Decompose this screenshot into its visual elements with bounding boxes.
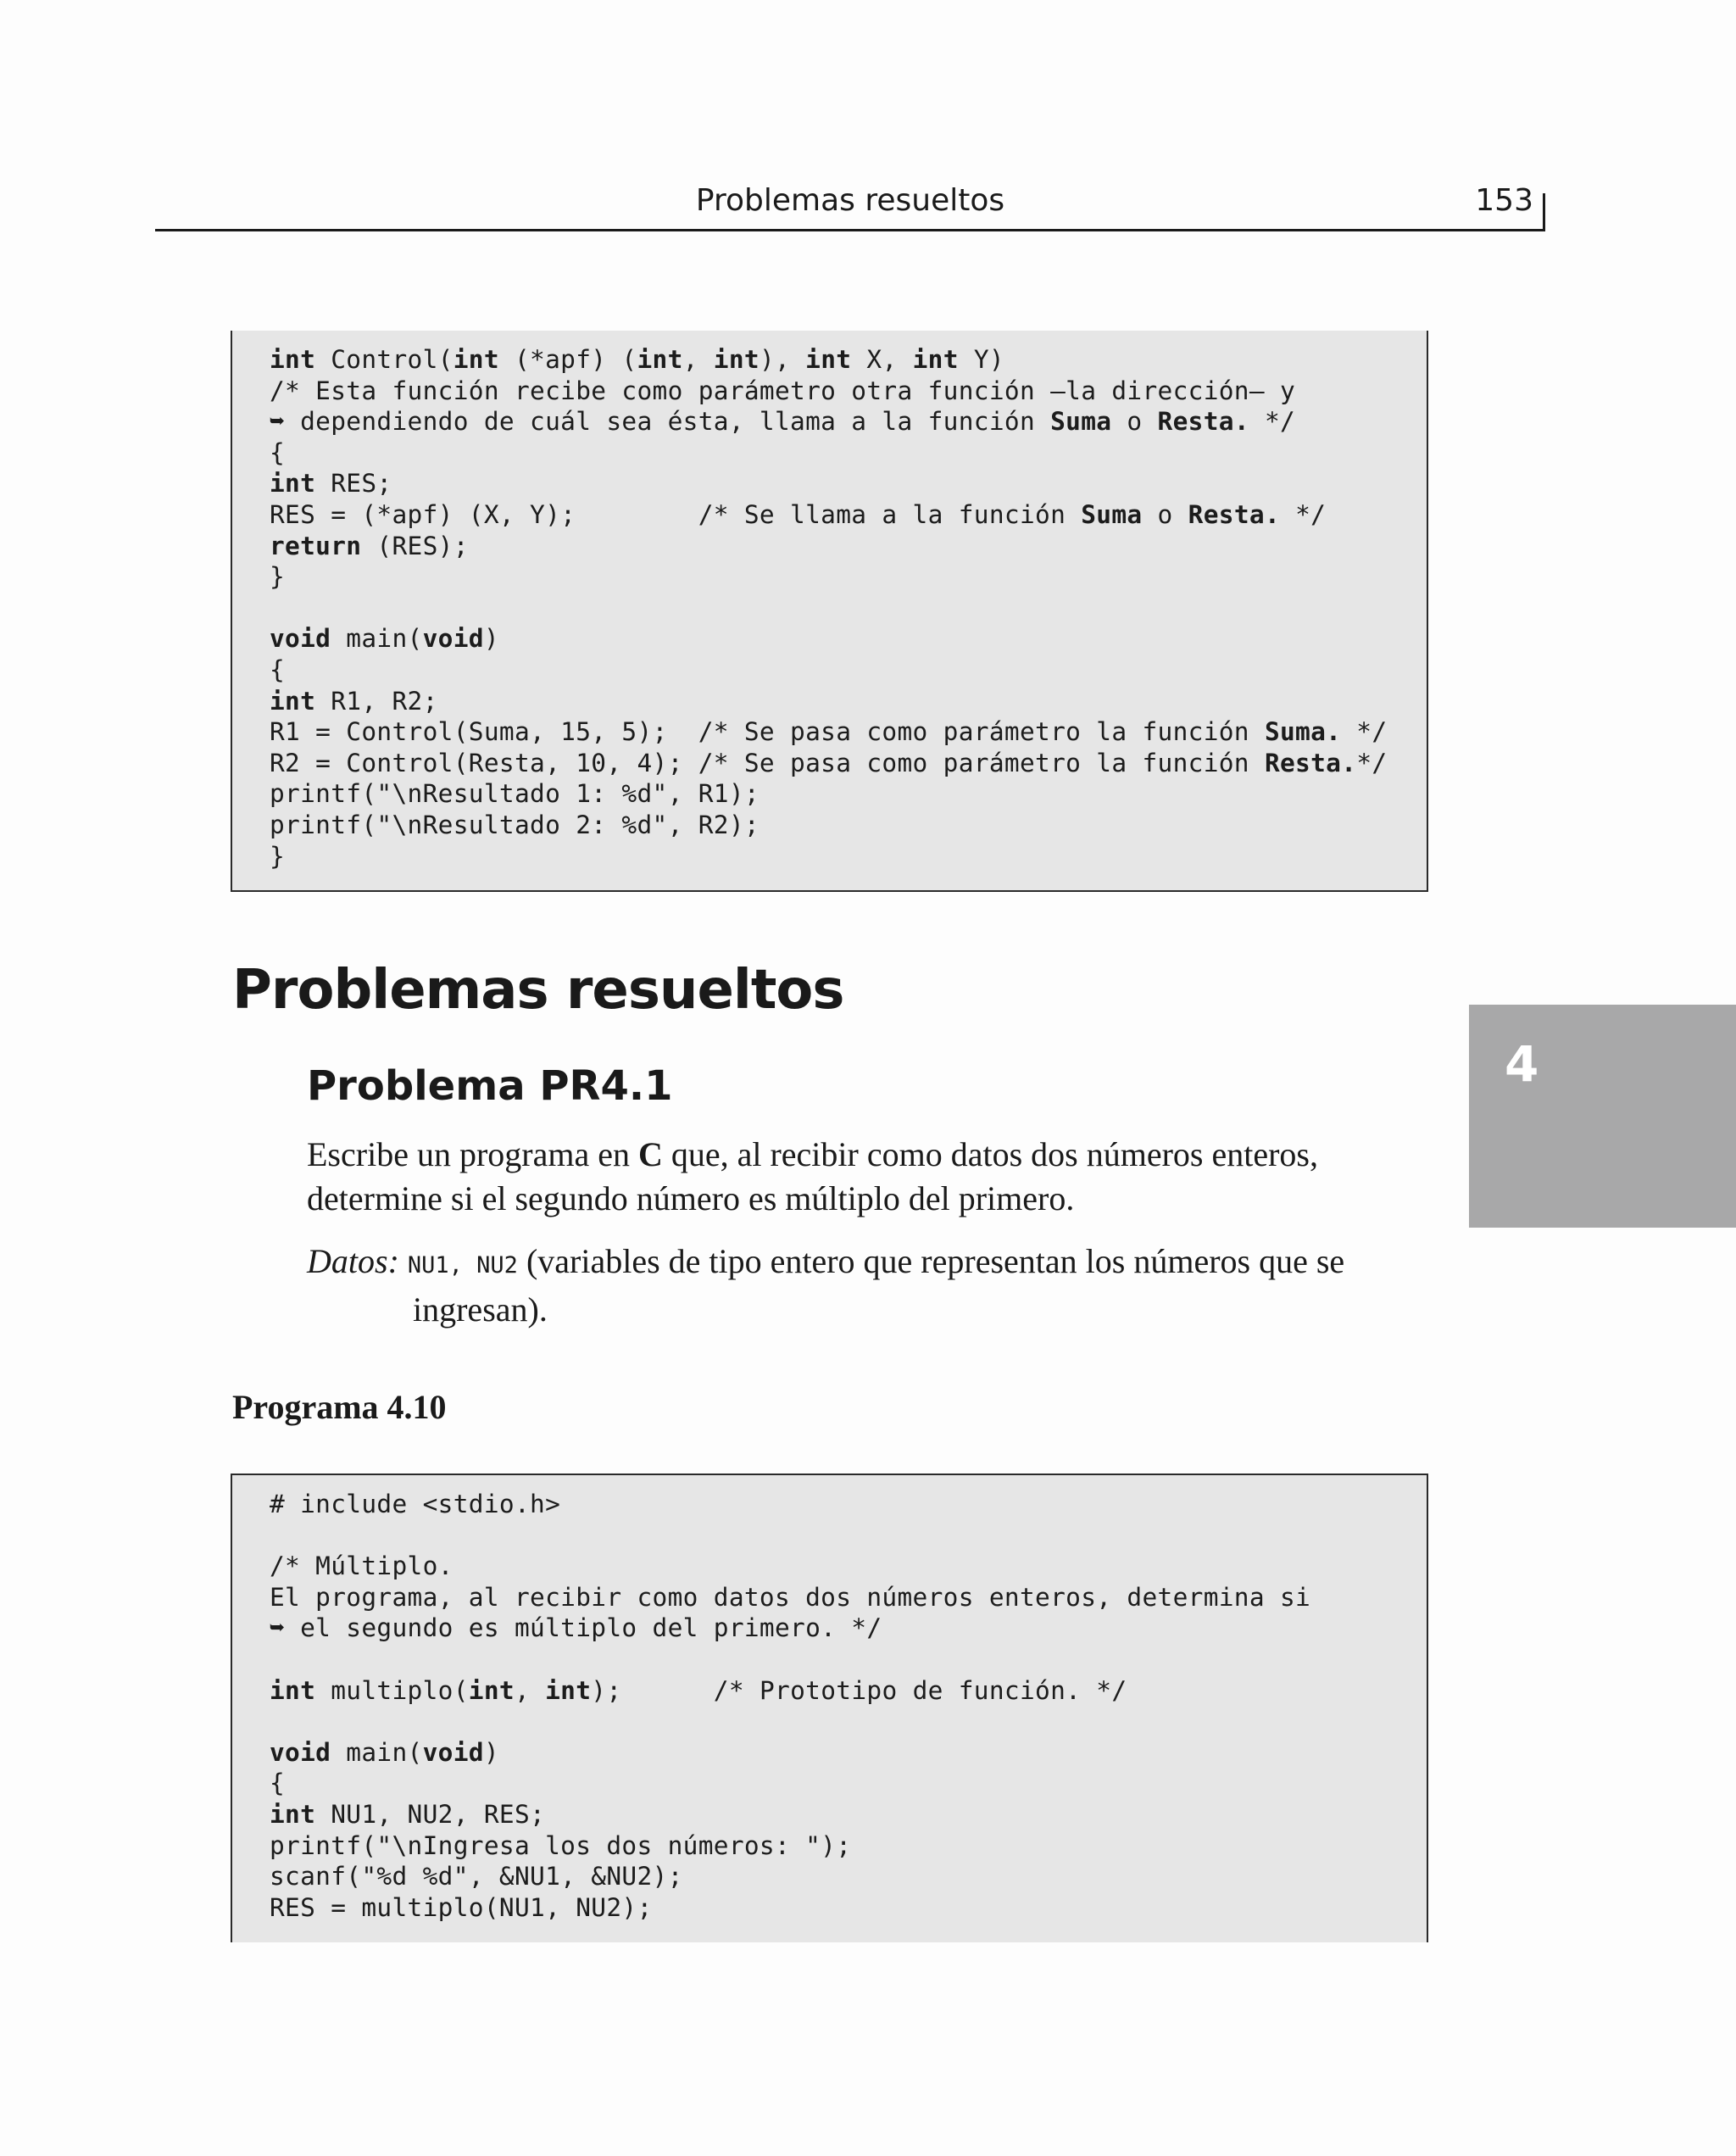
code-text: Y)	[958, 345, 1004, 374]
code-text: o	[1111, 407, 1158, 437]
code-text: # include <stdio.h>	[270, 1490, 561, 1518]
code-text: }	[270, 562, 286, 592]
code-keyword: Suma	[1081, 499, 1143, 529]
code-line	[270, 810, 1427, 841]
code-text: {	[270, 437, 286, 467]
code-line	[270, 593, 1427, 624]
code-text: */	[1341, 717, 1388, 747]
statement-text: C	[637, 1135, 663, 1173]
code-keyword: int	[468, 1675, 515, 1705]
code-listing-top	[231, 331, 1428, 892]
code-line	[270, 531, 1427, 562]
code-text: o	[1142, 499, 1188, 529]
code-text: /* Múltiplo.	[270, 1552, 453, 1581]
code-text: {	[270, 1769, 286, 1798]
code-line	[270, 748, 1427, 779]
code-line	[270, 1582, 1427, 1613]
code-text: R1 = Control(Suma, 15, 5); /* Se pasa como parámetro la función	[270, 717, 1265, 747]
data-variables: NU1, NU2	[407, 1252, 518, 1279]
code-line	[270, 376, 1427, 407]
code-keyword: int	[270, 345, 316, 374]
code-text: ); /* Prototipo de función. */	[591, 1675, 1127, 1705]
code-text: printf("\nResultado 1: %d", R1);	[270, 779, 760, 809]
code-line	[270, 1613, 1427, 1644]
code-text: RES = multiplo(NU1, NU2);	[270, 1892, 653, 1922]
program-label: Programa 4.10	[232, 1388, 447, 1426]
code-line	[270, 1644, 1427, 1675]
code-text: )	[483, 1737, 499, 1767]
chapter-tab	[1469, 1005, 1736, 1228]
chapter-number: 4	[1505, 1035, 1539, 1093]
code-text: */	[1280, 499, 1327, 529]
code-keyword: Suma	[1050, 407, 1112, 437]
data-description-continued: ingresan).	[413, 1290, 548, 1329]
code-line	[270, 778, 1427, 810]
code-line	[270, 1799, 1427, 1830]
code-line	[270, 1892, 1427, 1924]
code-keyword: Resta.	[1188, 499, 1281, 529]
code-text: El programa, al recibir como datos dos números enteros, determina si	[270, 1582, 1311, 1612]
code-keyword: Resta.	[1264, 748, 1357, 777]
code-keyword: void	[422, 1737, 484, 1767]
code-line	[270, 1520, 1427, 1552]
code-line	[270, 561, 1427, 593]
code-line	[270, 623, 1427, 655]
statement-text: que, al recibir como datos dos números enteros, determine si el segundo número es múltiplo del primero.	[307, 1135, 1318, 1217]
code-text: multiplo(	[315, 1675, 469, 1705]
code-keyword: int	[453, 345, 499, 374]
code-line	[270, 437, 1427, 469]
code-keyword: return	[270, 531, 362, 560]
running-title: Problemas resueltos	[695, 183, 1005, 218]
code-listing-bottom	[231, 1474, 1428, 1942]
problem-data	[307, 1240, 1434, 1332]
code-text: printf("\nIngresa los dos números: ");	[270, 1830, 852, 1860]
code-keyword: int	[545, 1675, 592, 1705]
code-keyword: int	[713, 345, 760, 374]
code-line	[270, 655, 1427, 686]
code-text: */	[1249, 407, 1296, 437]
code-text: main(	[331, 1737, 423, 1767]
code-keyword: int	[270, 469, 316, 499]
statement-text: Escribe un programa en	[307, 1135, 638, 1173]
code-line	[270, 1830, 1427, 1862]
code-line	[270, 1675, 1427, 1707]
code-line	[270, 406, 1427, 437]
code-line	[270, 344, 1427, 376]
code-text: main(	[331, 624, 423, 654]
code-text: */	[1356, 748, 1388, 777]
code-keyword: int	[637, 345, 683, 374]
code-line	[270, 1706, 1427, 1737]
code-keyword: void	[422, 624, 484, 654]
code-line	[270, 716, 1427, 748]
code-line	[270, 1737, 1427, 1769]
page-number: 153	[1475, 183, 1533, 218]
problem-statement	[307, 1133, 1434, 1221]
code-line	[270, 1489, 1427, 1520]
code-line	[270, 1861, 1427, 1892]
code-line	[270, 1768, 1427, 1799]
code-text: RES;	[315, 469, 392, 499]
code-line	[270, 1551, 1427, 1582]
code-text: NU1, NU2, RES;	[315, 1799, 546, 1829]
code-keyword: int	[270, 1675, 316, 1705]
data-description: (variables de tipo entero que representan los números que se	[517, 1242, 1345, 1280]
code-text: printf("\nResultado 2: %d", R2);	[270, 810, 760, 839]
header-rule-tick	[1543, 193, 1545, 231]
code-keyword: int	[912, 345, 959, 374]
code-text: ➥ el segundo es múltiplo del primero. */	[270, 1613, 882, 1643]
code-keyword: int	[270, 1799, 316, 1829]
code-line	[270, 468, 1427, 499]
data-label: Datos:	[307, 1242, 399, 1280]
section-title: Problemas resueltos	[232, 959, 844, 1022]
code-text: ,	[682, 345, 714, 374]
code-text: ),	[759, 345, 806, 374]
problem-title: Problema PR4.1	[307, 1062, 673, 1110]
code-keyword: Suma.	[1264, 717, 1342, 747]
code-text: )	[483, 624, 499, 654]
code-text: RES = (*apf) (X, Y); /* Se llama a la función	[270, 499, 1082, 529]
code-text: {	[270, 655, 286, 684]
code-keyword: void	[270, 1737, 331, 1767]
code-text: scanf("%d %d", &NU1, &NU2);	[270, 1862, 683, 1891]
code-text: R2 = Control(Resta, 10, 4); /* Se pasa como parámetro la función	[270, 748, 1265, 777]
code-line	[270, 686, 1427, 717]
code-text: /* Esta función recibe como parámetro otra función —la dirección— y	[270, 376, 1296, 405]
code-text: (RES);	[361, 531, 469, 560]
code-text: Control(	[315, 345, 453, 374]
code-keyword: Resta.	[1157, 407, 1249, 437]
code-text: R1, R2;	[315, 686, 438, 716]
code-text: }	[270, 841, 286, 871]
code-text: X,	[851, 345, 913, 374]
code-line	[270, 841, 1427, 872]
code-text: ➥ dependiendo de cuál sea ésta, llama a la función	[270, 407, 1051, 437]
code-keyword: void	[270, 624, 331, 654]
code-keyword: int	[805, 345, 852, 374]
running-header	[155, 181, 1545, 231]
code-text: ,	[514, 1675, 546, 1705]
code-text: (*apf) (	[498, 345, 637, 374]
code-keyword: int	[270, 686, 316, 716]
code-line	[270, 499, 1427, 531]
